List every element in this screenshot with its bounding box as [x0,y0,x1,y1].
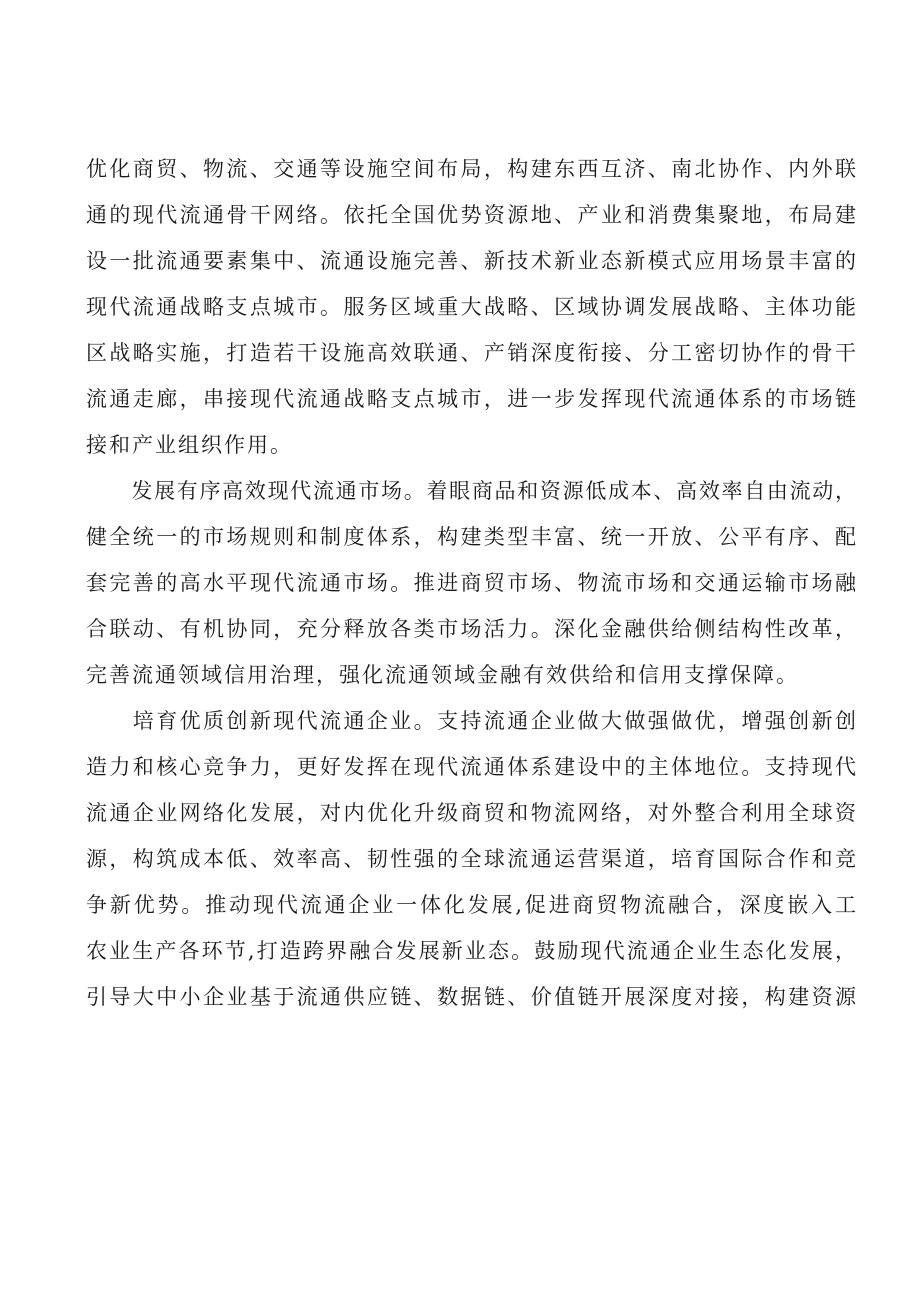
text-line: 优化商贸、物流、交通等设施空间布局，构建东西互济、南北协作、内外联 [86,157,856,181]
text-line: 农业生产各环节,打造跨界融合发展新业态。鼓励现代流通企业生态化发展， [86,939,856,963]
text-line: 接和产业组织作用。 [86,433,293,457]
text-line: 健全统一的市场规则和制度体系，构建类型丰富、统一开放、公平有序、配 [86,525,856,549]
paragraph-3 [86,698,856,1020]
text-line: 发展有序高效现代流通市场。着眼商品和资源低成本、高效率自由流动， [86,479,856,503]
text-line: 合联动、有机协同，充分释放各类市场活力。深化金融供给侧结构性改革， [86,617,856,641]
text-line: 现代流通战略支点城市。服务区域重大战略、区域协调发展战略、主体功能 [86,295,856,319]
text-line: 完善流通领域信用治理，强化流通领域金融有效供给和信用支撑保障。 [86,663,799,687]
text-line: 流通企业网络化发展，对内优化升级商贸和物流网络，对外整合利用全球资 [86,801,856,825]
text-line: 培育优质创新现代流通企业。支持流通企业做大做强做优，增强创新创 [86,709,856,733]
text-line: 区战略实施，打造若干设施高效联通、产销深度衔接、分工密切协作的骨干 [86,341,856,365]
text-line: 争新优势。推动现代流通企业一体化发展,促进商贸物流融合，深度嵌入工 [86,893,856,917]
text-line: 设一批流通要素集中、流通设施完善、新技术新业态新模式应用场景丰富的 [86,249,856,273]
text-line: 引导大中小企业基于流通供应链、数据链、价值链开展深度对接，构建资源 [86,985,856,1009]
paragraph-2 [86,468,856,698]
text-line: 套完善的高水平现代流通市场。推进商贸市场、物流市场和交通运输市场融 [86,571,856,595]
document-body [86,146,856,1020]
text-line: 源，构筑成本低、效率高、韧性强的全球流通运营渠道，培育国际合作和竞 [86,847,856,871]
text-line: 通的现代流通骨干网络。依托全国优势资源地、产业和消费集聚地，布局建 [86,203,856,227]
text-line: 流通走廊，串接现代流通战略支点城市，进一步发挥现代流通体系的市场链 [86,387,856,411]
paragraph-1 [86,146,856,468]
text-line: 造力和核心竞争力，更好发挥在现代流通体系建设中的主体地位。支持现代 [86,755,856,779]
